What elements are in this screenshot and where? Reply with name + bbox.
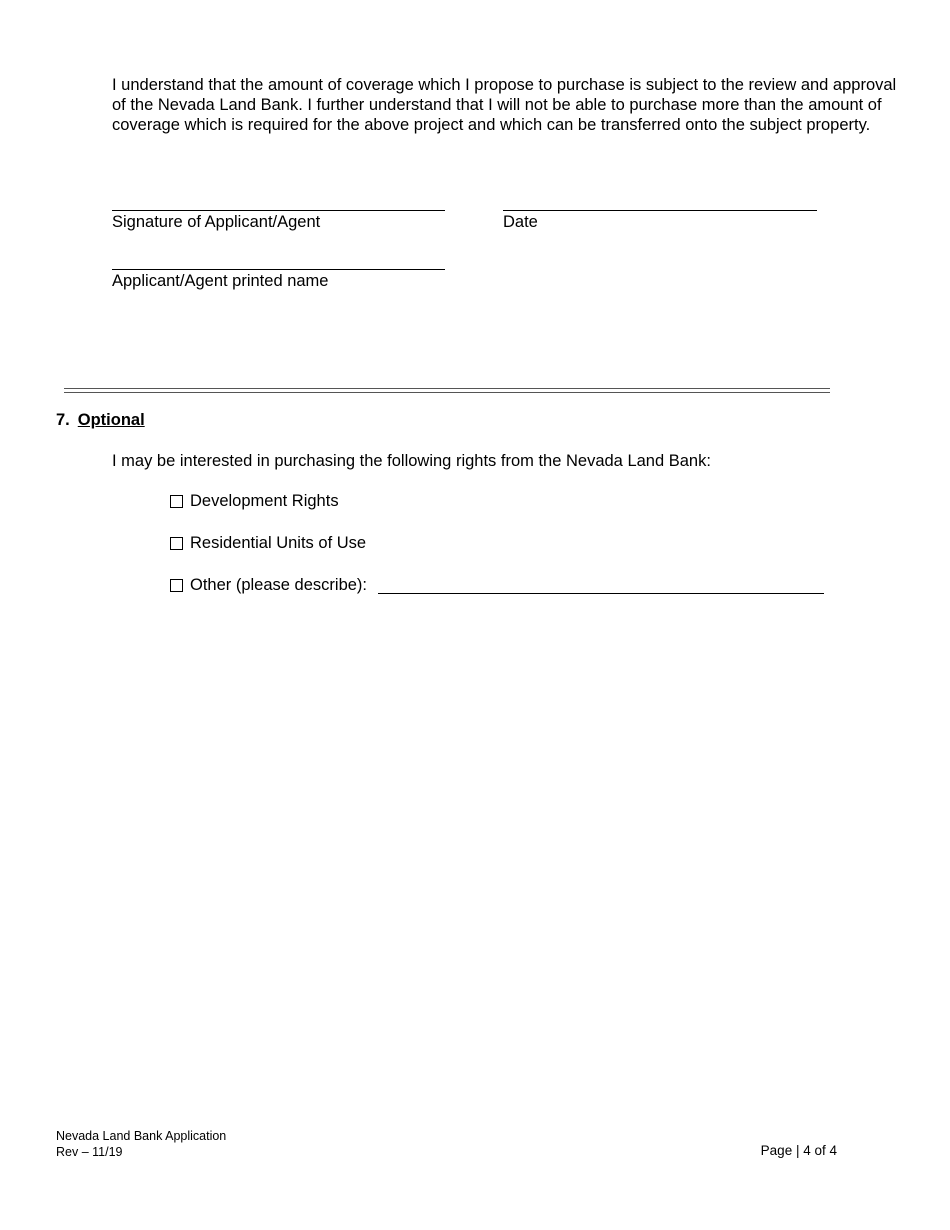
- checkbox-development-rights[interactable]: [170, 495, 183, 508]
- footer-doc-name: Nevada Land Bank Application: [56, 1129, 227, 1143]
- option-label: Residential Units of Use: [190, 534, 367, 552]
- checkbox-other[interactable]: [170, 579, 183, 592]
- section-title: Optional: [77, 411, 145, 429]
- signature-label: Signature of Applicant/Agent: [112, 213, 321, 231]
- date-label: Date: [503, 213, 538, 231]
- checkbox-residential-units[interactable]: [170, 537, 183, 550]
- option-other[interactable]: [170, 575, 367, 595]
- footer-revision: Rev – 11/19: [56, 1145, 123, 1159]
- printed-name-label: Applicant/Agent printed name: [112, 272, 329, 290]
- date-line[interactable]: [503, 210, 817, 211]
- option-label: Development Rights: [190, 492, 339, 510]
- section-number: 7.: [56, 411, 70, 429]
- printed-name-line[interactable]: [112, 269, 445, 270]
- signature-line[interactable]: [112, 210, 445, 211]
- section-intro: I may be interested in purchasing the following rights from the Nevada Land Bank:: [112, 452, 711, 470]
- option-residential-units[interactable]: [170, 533, 366, 553]
- option-label: Other (please describe):: [190, 576, 367, 594]
- option-development-rights[interactable]: [170, 491, 339, 511]
- section-divider: [64, 388, 830, 393]
- section-heading: [56, 411, 145, 430]
- footer-page-number: Page | 4 of 4: [760, 1143, 837, 1158]
- agreement-paragraph: I understand that the amount of coverage which I propose to purchase is subject to the review and approval of the Nevada Land Bank. I further understand that I will not be able to purchase more than the amount of coverage which is required for the above project and which can be transferred onto the subject property.: [112, 76, 897, 134]
- other-description-line[interactable]: [378, 593, 824, 594]
